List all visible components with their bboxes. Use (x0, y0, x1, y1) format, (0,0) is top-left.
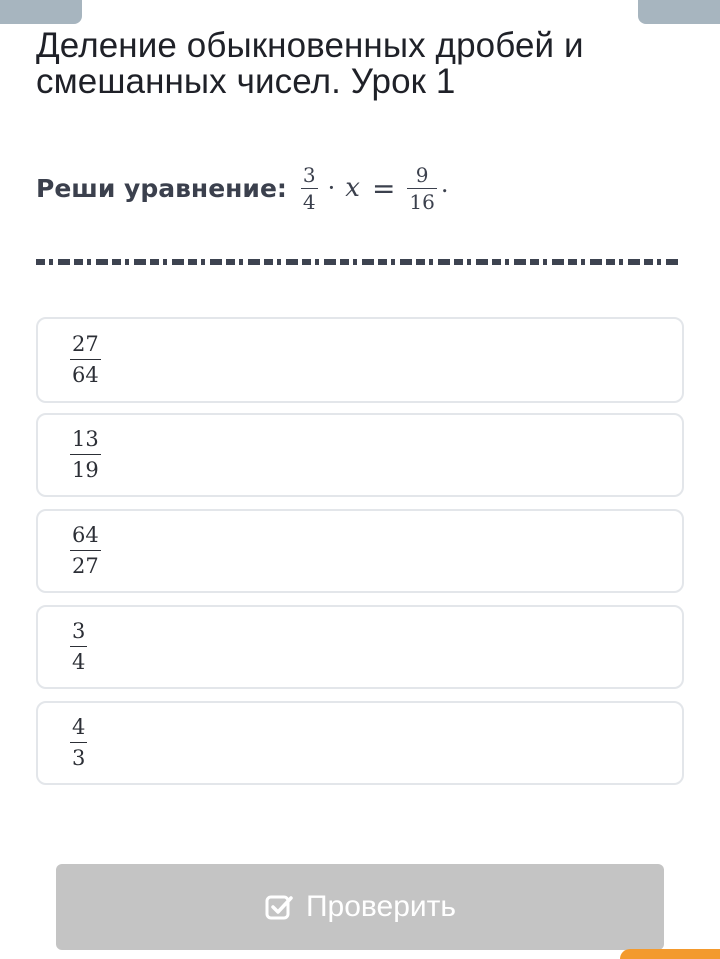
option-fraction (70, 717, 87, 769)
check-button-label: Проверить (305, 890, 457, 923)
fraction-bar (70, 359, 101, 360)
fraction-denominator: 4 (302, 189, 316, 214)
corner-action-tab[interactable] (620, 949, 720, 959)
question-label: Реши уравнение: (36, 173, 287, 203)
fraction-numerator: 4 (72, 715, 86, 739)
fraction-numerator: 3 (302, 162, 316, 187)
option-fraction (70, 334, 101, 386)
fraction-numerator: 27 (72, 332, 99, 356)
fraction-bar (70, 454, 101, 455)
equation-right-fraction (407, 162, 436, 214)
equation-left-fraction (301, 162, 318, 214)
fraction-denominator: 19 (72, 458, 99, 482)
section-divider (36, 259, 682, 265)
option-fraction (70, 525, 101, 577)
answer-options (36, 317, 684, 797)
fraction-bar (70, 646, 87, 647)
fraction-bar (70, 742, 87, 743)
fraction-denominator: 27 (72, 554, 99, 578)
fraction-bar (407, 188, 436, 189)
lesson-title: Деление обыкновенных дробей и смешанных чисел. Урок 1 (36, 26, 584, 101)
fraction-denominator: 64 (72, 363, 99, 387)
equation (301, 162, 449, 214)
answer-option[interactable] (36, 509, 684, 593)
checkbox-check-icon (264, 892, 294, 922)
answer-option[interactable] (36, 605, 684, 689)
fraction-denominator: 16 (409, 189, 435, 214)
fraction-numerator: 13 (72, 427, 99, 451)
multiply-operator: · (327, 174, 336, 202)
fraction-bar (70, 550, 101, 551)
top-right-tab[interactable] (638, 0, 720, 24)
fraction-denominator: 4 (72, 650, 86, 674)
option-fraction (70, 621, 87, 673)
fraction-denominator: 3 (72, 746, 86, 770)
answer-option[interactable] (36, 317, 684, 403)
option-fraction (70, 429, 101, 481)
answer-option[interactable] (36, 701, 684, 785)
fraction-numerator: 64 (72, 523, 99, 547)
check-button[interactable] (56, 864, 664, 950)
top-left-tab[interactable] (0, 0, 82, 24)
fraction-numerator: 3 (72, 619, 86, 643)
fraction-numerator: 9 (415, 162, 429, 187)
equation-period: . (440, 169, 449, 198)
fraction-bar (301, 188, 318, 189)
answer-option[interactable] (36, 413, 684, 497)
equation-variable: x (345, 173, 360, 203)
equals-sign: = (371, 171, 396, 205)
question (36, 160, 449, 216)
